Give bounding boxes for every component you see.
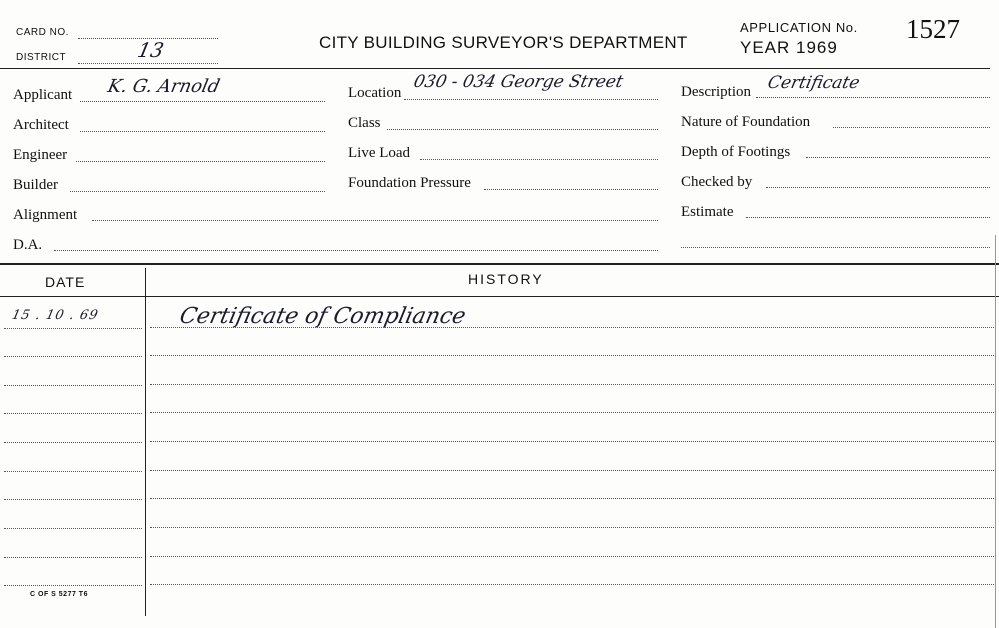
history-row-line [150,327,996,328]
district-line [78,63,218,64]
location-value: 030 - 034 George Street [411,72,625,92]
da-label: D.A. [13,237,43,253]
location-line [404,99,658,100]
location-label: Location [348,85,402,101]
estimate-line [746,217,990,218]
date-row-line [4,442,142,443]
date-row-line [4,471,142,472]
header-rule [0,68,990,69]
builder-label: Builder [13,177,58,193]
nature-of-foundation-label: Nature of Foundation [681,114,811,130]
history-row-line [150,498,996,499]
class-line [387,129,658,130]
description-label: Description [681,84,751,100]
history-row-line [150,412,996,413]
history-row-line [150,527,996,528]
date-row-line [4,585,142,586]
district-value: 13 [135,38,167,62]
da-line [54,250,658,251]
date-header: DATE [45,274,86,290]
department-title: CITY BUILDING SURVEYOR'S DEPARTMENT [319,33,688,52]
date-row-line [4,385,142,386]
history-row-line [150,384,996,385]
date-row-line [4,528,142,529]
district-label: DISTRICT [16,52,67,63]
live-load-line [420,159,658,160]
engineer-label: Engineer [13,147,68,163]
date-row-line [4,356,142,357]
form-code: C OF S 5277 T6 [30,591,88,598]
table-top-rule [0,263,999,265]
live-load-label: Live Load [348,145,411,161]
engineer-line [76,161,325,162]
history-row-line [150,441,996,442]
history-row-line [150,584,996,585]
description-value: Certificate [765,73,862,93]
application-label: APPLICATION No. [740,20,858,35]
depth-of-footings-label: Depth of Footings [681,144,791,160]
history-row-line [150,355,996,356]
foundation-pressure-line [484,189,658,190]
date-row-line [4,328,142,329]
entry-date: 15 . 10 . 69 [10,308,101,323]
checked-by-label: Checked by [681,174,753,190]
year-label: YEAR 1969 [740,38,838,57]
checked-by-line [766,187,990,188]
history-row-line [150,556,996,557]
date-row-line [4,499,142,500]
card-edge [995,235,996,628]
entry-text: Certificate of Compliance [177,304,468,329]
column3-extra-line [681,247,990,248]
date-column-divider [145,268,146,616]
builder-line [70,191,325,192]
applicant-label: Applicant [13,87,73,103]
applicant-value: K. G. Arnold [105,76,222,97]
depth-of-footings-line [806,157,990,158]
architect-line [80,131,325,132]
description-line [756,97,990,98]
history-header: HISTORY [468,271,544,287]
alignment-line [92,220,658,221]
history-row-line [150,470,996,471]
card-no-label: CARD NO. [16,27,69,38]
applicant-line [80,101,325,102]
nature-of-foundation-line [833,127,990,128]
alignment-label: Alignment [13,207,78,223]
architect-label: Architect [13,117,69,133]
foundation-pressure-label: Foundation Pressure [348,175,471,191]
application-number: 1527 [906,14,960,44]
estimate-label: Estimate [681,204,734,220]
table-header-rule [0,296,999,297]
date-row-line [4,557,142,558]
date-row-line [4,413,142,414]
class-label: Class [348,115,381,131]
